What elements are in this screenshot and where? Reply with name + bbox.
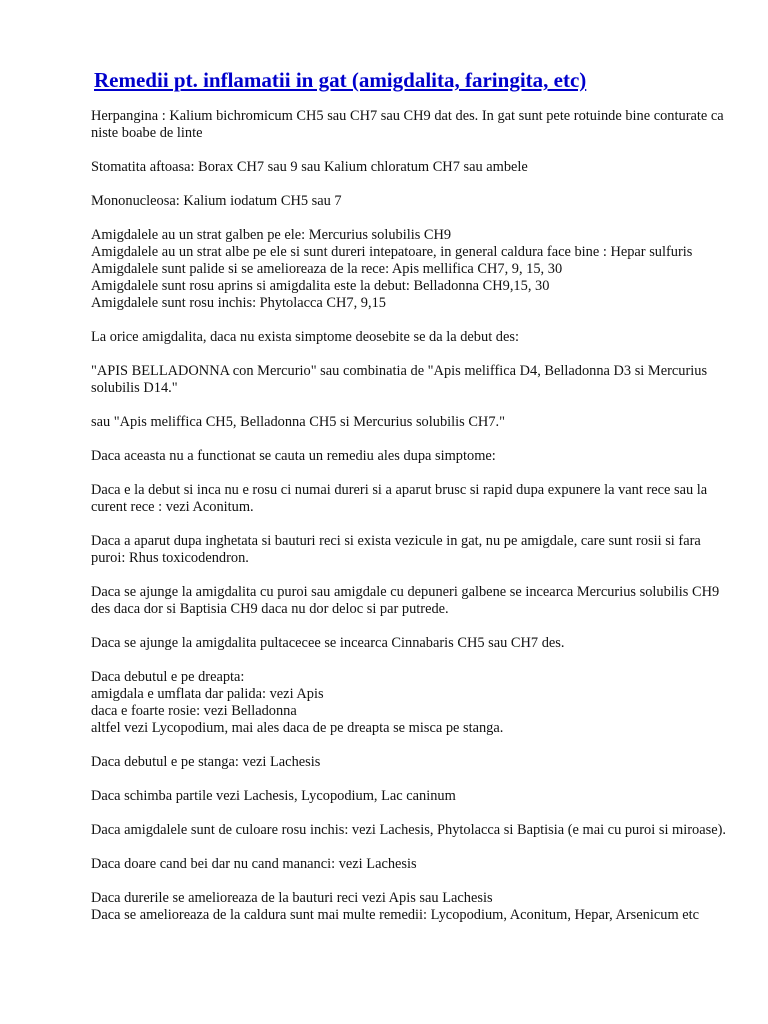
paragraph: [91, 533, 731, 567]
paragraph-line: Daca se amelioreaza de la caldura sunt mai multe remedii: Lycopodium, Aconitum, Hepar, Arsenicum etc: [91, 907, 700, 923]
paragraph: [91, 227, 731, 312]
paragraph-line: Amigdalele sunt rosu inchis: Phytolacca CH7, 9,15: [91, 295, 386, 311]
paragraph: [91, 193, 731, 210]
paragraph-line: Daca amigdalele sunt de culoare rosu inchis: vezi Lachesis, Phytolacca si Baptisia (e mai cu puroi si miroase).: [91, 822, 726, 838]
paragraph: [91, 754, 731, 771]
paragraph-line: Daca doare cand bei dar nu cand mananci: vezi Lachesis: [91, 856, 417, 872]
page-title-link[interactable]: Remedii pt. inflamatii in gat (amigdalita, faringita, etc): [94, 68, 587, 92]
paragraph-line: Daca se ajunge la amigdalita cu puroi sau amigdale cu depuneri galbene se incearca Mercurius solubilis CH9 des daca dor si Baptisia CH9 daca nu dor deloc si par putrede.: [91, 584, 720, 617]
paragraph-line: Daca a aparut dupa inghetata si bauturi reci si exista vezicule in gat, nu pe amigdale, care sunt rosii si fara puroi: Rhus toxicodendron.: [91, 533, 701, 566]
paragraph: [91, 414, 731, 431]
paragraph: [91, 635, 731, 652]
paragraph-line: Mononucleosa: Kalium iodatum CH5 sau 7: [91, 193, 342, 209]
paragraph-line: Herpangina : Kalium bichromicum CH5 sau CH7 sau CH9 dat des. In gat sunt pete rotuinde bine conturate ca niste boabe de linte: [91, 108, 724, 141]
paragraph-line: daca e foarte rosie: vezi Belladonna: [91, 703, 297, 719]
paragraph-line: Daca se ajunge la amigdalita pultacecee se incearca Cinnabaris CH5 sau CH7 des.: [91, 635, 565, 651]
paragraph-line: Amigdalele sunt rosu aprins si amigdalita este la debut: Belladonna CH9,15, 30: [91, 278, 550, 294]
paragraph: [91, 856, 731, 873]
paragraph-line: Daca aceasta nu a functionat se cauta un remediu ales dupa simptome:: [91, 448, 496, 464]
paragraph-line: "APIS BELLADONNA con Mercurio" sau combinatia de "Apis meliffica D4, Belladonna D3 si Mercurius solubilis D14.": [91, 363, 708, 396]
paragraph: [91, 159, 731, 176]
paragraph: [91, 108, 731, 142]
document-body: [91, 108, 731, 924]
paragraph-line: Daca e la debut si inca nu e rosu ci numai dureri si a aparut brusc si rapid dupa expunere la vant rece sau la curent rece : vezi Aconitum.: [91, 482, 708, 515]
paragraph-line: Daca schimba partile vezi Lachesis, Lycopodium, Lac caninum: [91, 788, 456, 804]
paragraph: [91, 329, 731, 346]
paragraph: [91, 890, 731, 924]
paragraph-line: Stomatita aftoasa: Borax CH7 sau 9 sau Kalium chloratum CH7 sau ambele: [91, 159, 528, 175]
paragraph-line: amigdala e umflata dar palida: vezi Apis: [91, 686, 324, 702]
paragraph-line: La orice amigdalita, daca nu exista simptome deosebite se da la debut des:: [91, 329, 519, 345]
paragraph: [91, 669, 731, 737]
paragraph: [91, 482, 731, 516]
paragraph-line: Amigdalele sunt palide si se amelioreaza de la rece: Apis mellifica CH7, 9, 15, 30: [91, 261, 563, 277]
document-page: [91, 66, 731, 941]
paragraph: [91, 822, 731, 839]
paragraph: [91, 363, 731, 397]
paragraph: [91, 584, 731, 618]
paragraph: [91, 788, 731, 805]
paragraph-line: Daca debutul e pe stanga: vezi Lachesis: [91, 754, 321, 770]
paragraph: [91, 448, 731, 465]
paragraph-line: sau "Apis meliffica CH5, Belladonna CH5 si Mercurius solubilis CH7.": [91, 414, 505, 430]
paragraph-line: altfel vezi Lycopodium, mai ales daca de pe dreapta se misca pe stanga.: [91, 720, 504, 736]
paragraph-line: Amigdalele au un strat galben pe ele: Mercurius solubilis CH9: [91, 227, 452, 243]
paragraph-line: Amigdalele au un strat albe pe ele si sunt dureri intepatoare, in general caldura face bine : Hepar sulfuris: [91, 244, 693, 260]
paragraph-line: Daca durerile se amelioreaza de la bauturi reci vezi Apis sau Lachesis: [91, 890, 493, 906]
paragraph-line: Daca debutul e pe dreapta:: [91, 669, 245, 685]
